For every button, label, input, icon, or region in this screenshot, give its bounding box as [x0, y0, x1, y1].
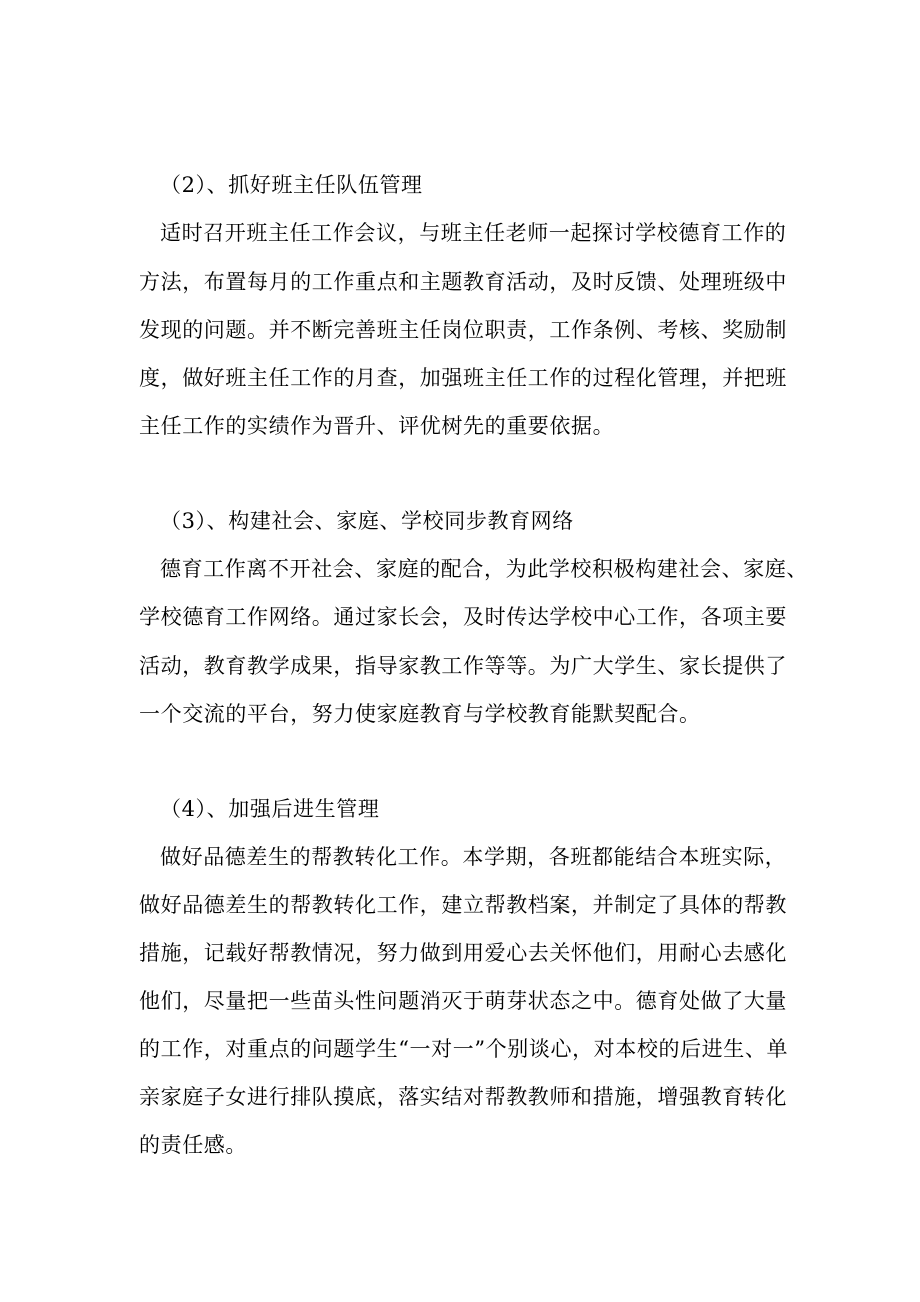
- paragraph-line: 一个交流的平台，努力使家庭教育与学校教育能默契配合。: [139, 702, 701, 726]
- section-heading: （2）、抓好班主任队伍管理: [160, 173, 423, 197]
- section-heading: （3）、构建社会、家庭、学校同步教育网络: [160, 509, 574, 533]
- paragraph-line: 学校德育工作网络。通过家长会，及时传达学校中心工作，各项主要: [139, 605, 787, 629]
- paragraph-line: 方法，布置每月的工作重点和主题教育活动，及时反馈、处理班级中: [139, 270, 787, 294]
- paragraph-line: 的责任感。: [139, 1133, 247, 1157]
- paragraph-line: 亲家庭子女进行排队摸底，落实结对帮教教师和措施，增强教育转化: [139, 1085, 787, 1109]
- paragraph-line: 主任工作的实绩作为晋升、评优树先的重要依据。: [139, 414, 615, 438]
- paragraph-line: 德育工作离不开社会、家庭的配合，为此学校积极构建社会、家庭、: [160, 557, 808, 581]
- paragraph-line: 发现的问题。并不断完善班主任岗位职责，工作条例、考核、奖励制: [139, 318, 787, 342]
- paragraph-line: 度，做好班主任工作的月查，加强班主任工作的过程化管理，并把班: [139, 366, 787, 390]
- paragraph-line: 做好品德差生的帮教转化工作。本学期，各班都能结合本班实际，: [160, 845, 787, 869]
- paragraph-line: 措施，记载好帮教情况，努力做到用爱心去关怀他们，用耐心去感化: [139, 941, 787, 965]
- paragraph-line: 的工作，对重点的问题学生“一对一”个别谈心，对本校的后进生、单: [139, 1037, 789, 1061]
- paragraph-line: 做好品德差生的帮教转化工作，建立帮教档案，并制定了具体的帮教: [139, 893, 787, 917]
- section-heading: （4）、加强后进生管理: [160, 797, 380, 821]
- paragraph-line: 他们，尽量把一些苗头性问题消灭于萌芽状态之中。德育处做了大量: [139, 989, 787, 1013]
- paragraph-line: 活动，教育教学成果，指导家教工作等等。为广大学生、家长提供了: [139, 654, 787, 678]
- paragraph-line: 适时召开班主任工作会议，与班主任老师一起探讨学校德育工作的: [160, 221, 787, 245]
